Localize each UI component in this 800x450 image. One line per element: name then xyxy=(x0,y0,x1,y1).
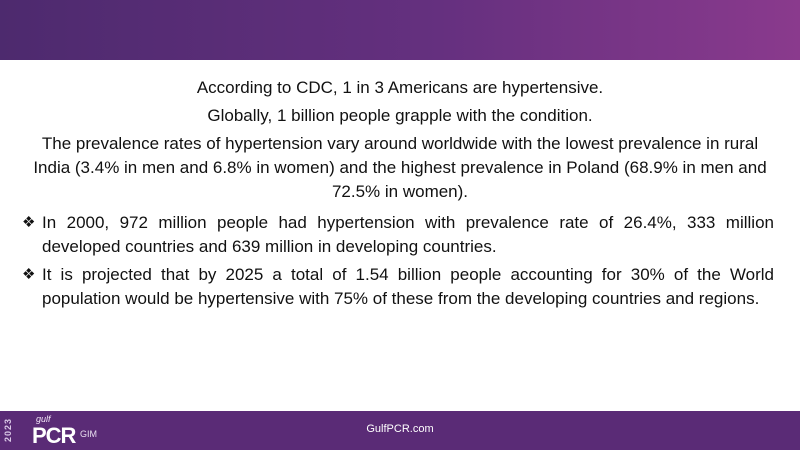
bullet-item-2025 xyxy=(22,263,774,311)
bullet-text: It is projected that by 2025 a total of 1.54 billion people accounting for 30% of the World population would be hypertensive with 75% of these from the developing countries and regions. xyxy=(42,265,774,308)
cdc-statement: According to CDC, 1 in 3 Americans are hypertensive. xyxy=(196,78,604,97)
bullet-item-2000 xyxy=(22,211,774,259)
footer-bar xyxy=(0,411,800,450)
diamond-bullet-icon: ❖ xyxy=(22,266,36,283)
logo-pcr: PCR xyxy=(32,423,76,448)
logo-gim: GIM xyxy=(80,429,97,439)
footer-url: GulfPCR.com xyxy=(366,423,434,435)
slide-content xyxy=(0,68,800,403)
global-statement: Globally, 1 billion people grapple with the condition. xyxy=(207,106,593,125)
logo-year: 2023 xyxy=(3,417,14,443)
prevalence-paragraph: The prevalence rates of hypertension vary around worldwide with the lowest prevalence in rural India (3.4% in men and 6.8% in women) and the highest prevalence in Poland (68.9% in men and 72.5% in women). xyxy=(33,134,767,201)
header-bar xyxy=(0,0,800,60)
bullet-text: In 2000, 972 million people had hypertension with prevalence rate of 26.4%, 333 million developed countries and 639 million in developing countries. xyxy=(42,213,774,256)
logo-gulf: gulf xyxy=(36,414,51,424)
diamond-bullet-icon: ❖ xyxy=(22,214,36,231)
